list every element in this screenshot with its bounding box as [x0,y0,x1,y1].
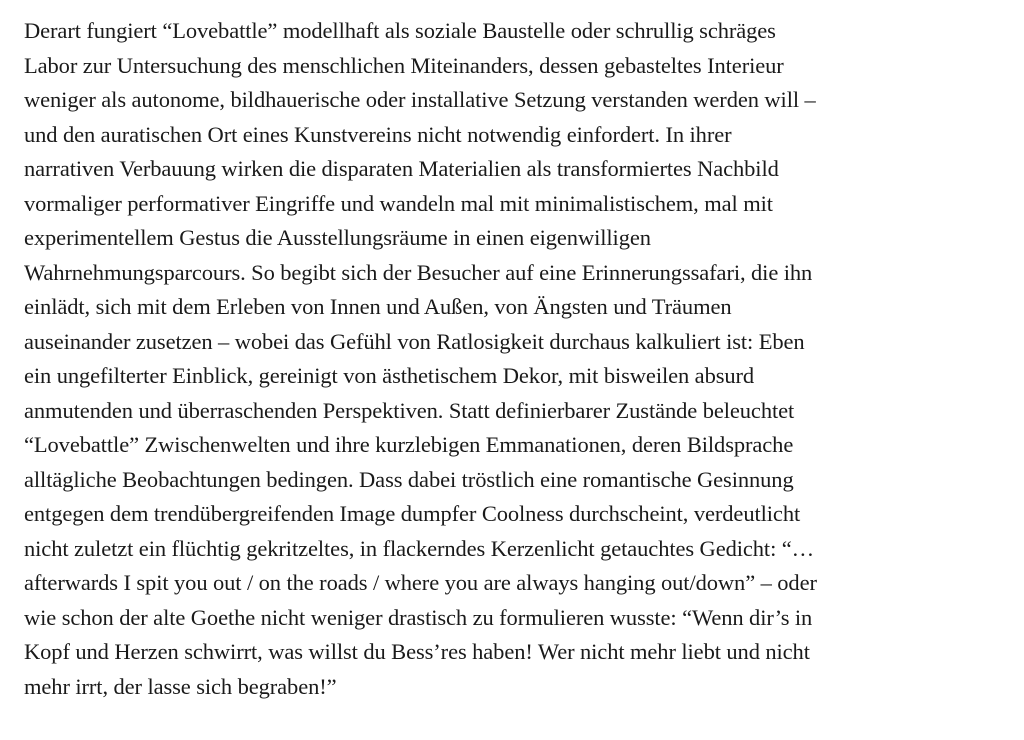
paragraph-line: einlädt, sich mit dem Erleben von Innen und Außen, von Ängsten und Träumen [24,294,732,319]
paragraph-line: mehr irrt, der lasse sich begraben!” [24,673,337,699]
paragraph-line: alltägliche Beobachtungen bedingen. Dass dabei tröstlich eine romantische Gesinnung [24,466,794,492]
paragraph-line: Wahrnehmungsparcours. So begibt sich der Besucher auf eine Erinnerungssafari, die ihn [24,259,813,285]
article-paragraph [24,14,1014,704]
paragraph-line: wie schon der alte Goethe nicht weniger drastisch zu formulieren wusste: “Wenn dir’s in [24,604,813,630]
paragraph-line: Derart fungiert “Lovebattle” modellhaft als soziale Baustelle oder schrullig schräges [24,18,776,43]
paragraph-line: anmutenden und überraschenden Perspektiven. Statt definierbarer Zustände beleuchtet [24,397,795,423]
paragraph-line: ein ungefilterter Einblick, gereinigt von ästhetischem Dekor, mit bisweilen absurd [24,363,755,388]
paragraph-line: Labor zur Untersuchung des menschlichen Miteinanders, dessen gebasteltes Interieur [24,52,784,78]
paragraph-line: auseinander zusetzen – wobei das Gefühl von Ratlosigkeit durchaus kalkuliert ist: Eben [24,328,805,354]
paragraph-line: vormaliger performativer Eingriffe und wandeln mal mit minimalistischem, mal mit [24,190,773,216]
paragraph-line: entgegen dem trendübergreifenden Image dumpfer Coolness durchscheint, verdeutlicht [24,501,801,526]
paragraph-line: “Lovebattle” Zwischenwelten und ihre kurzlebigen Emmanationen, deren Bildsprache [24,432,794,457]
paragraph-line: weniger als autonome, bildhauerische oder installative Setzung verstanden werden will – [24,87,816,112]
paragraph-line: narrativen Verbauung wirken die disparaten Materialien als transformiertes Nachbild [24,156,779,181]
paragraph-line: experimentellem Gestus die Ausstellungsräume in einen eigenwilligen [24,225,651,250]
paragraph-line: und den auratischen Ort eines Kunstvereins nicht notwendig einfordert. In ihrer [24,121,732,147]
paragraph-line: afterwards I spit you out / on the roads / where you are always hanging out/down” – oder [24,570,817,595]
paragraph-line: nicht zuletzt ein flüchtig gekritzeltes, in flackerndes Kerzenlicht getauchtes Gedicht: “… [24,535,815,561]
paragraph-line: Kopf und Herzen schwirrt, was willst du Bess’res haben! Wer nicht mehr liebt und nicht [24,639,810,664]
